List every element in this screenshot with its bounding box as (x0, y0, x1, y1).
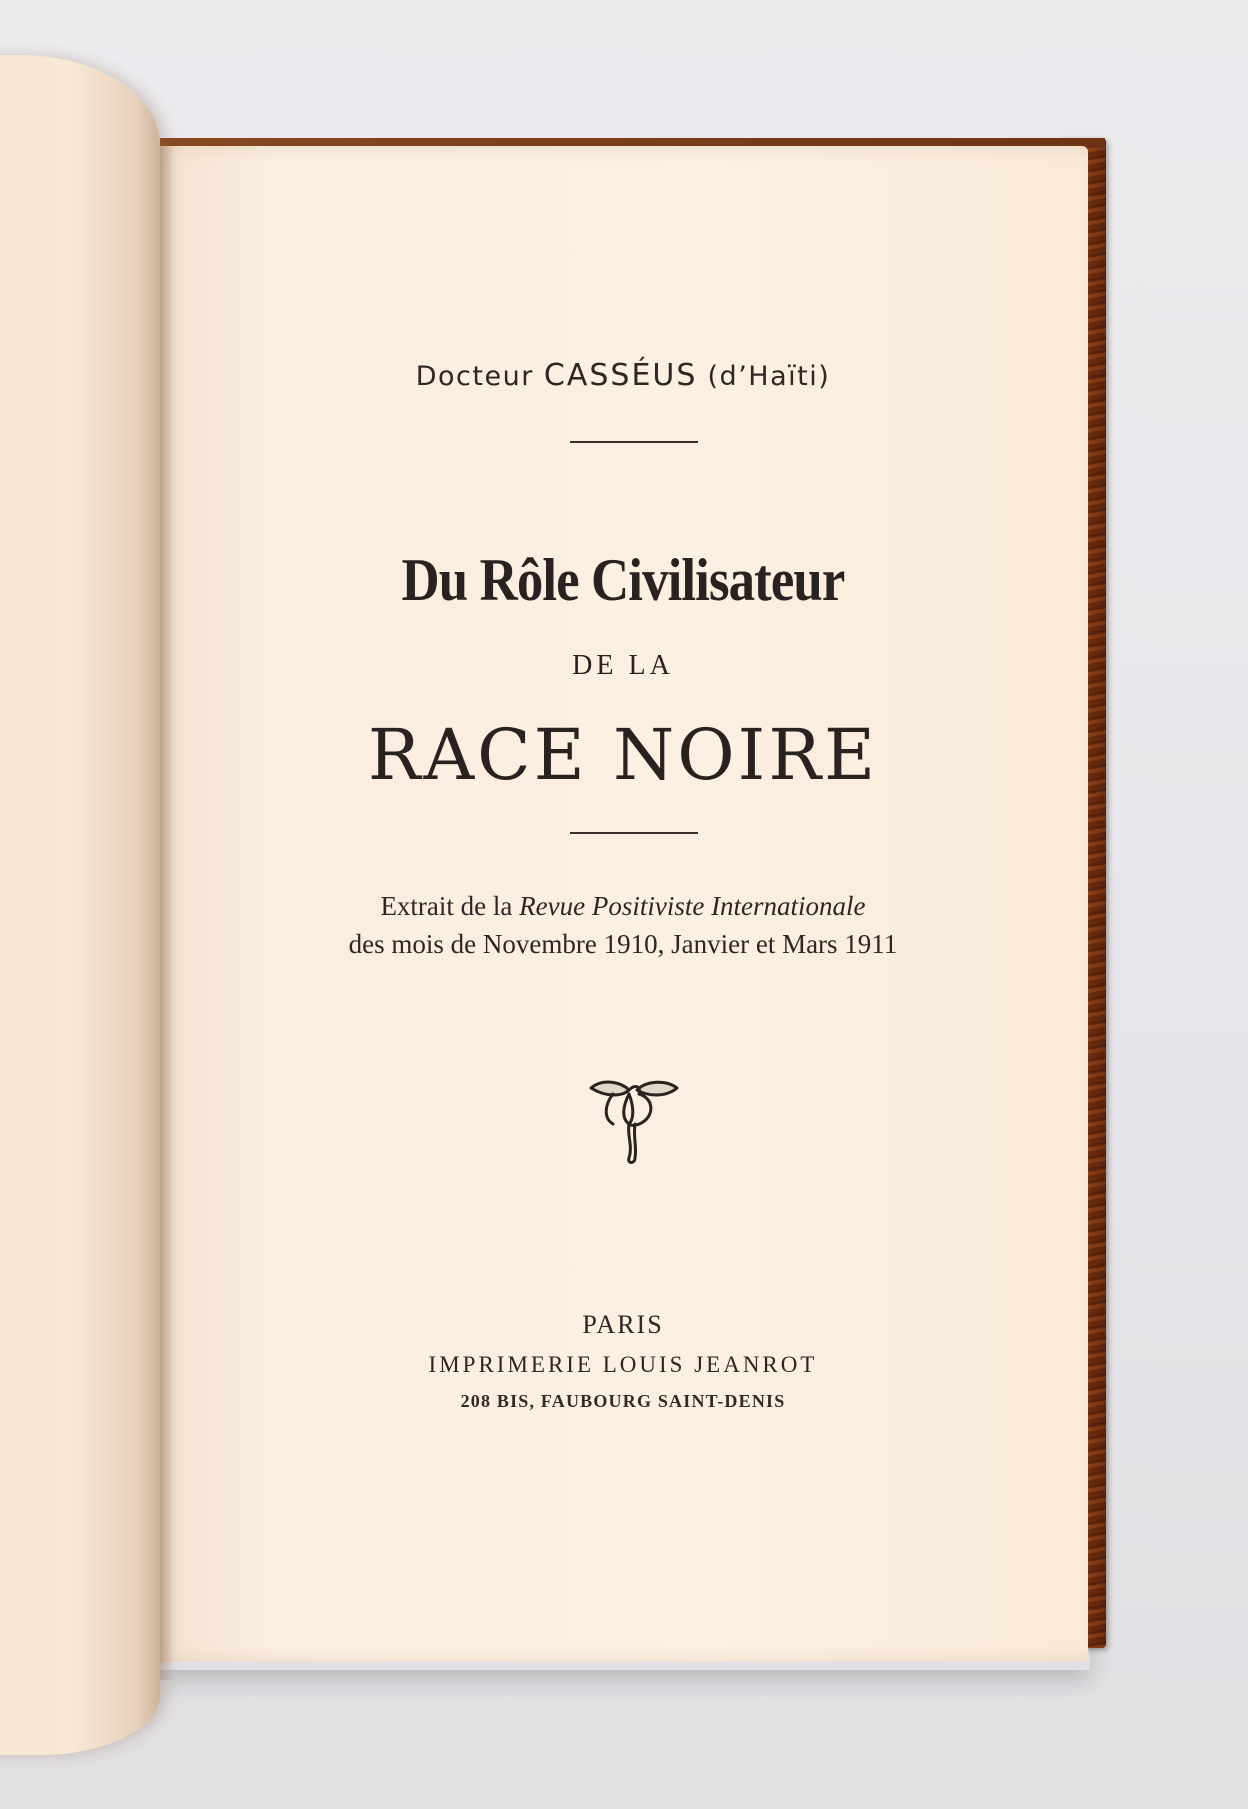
extract-line-1 (158, 891, 1088, 922)
title-line-2: DE LA (572, 650, 674, 681)
extract-line-2: des mois de Novembre 1910, Janvier et Mars 1911 (348, 929, 898, 959)
imprint-address: 208 BIS, FAUBOURG SAINT-DENIS (460, 1391, 786, 1411)
imprint-city: PARIS (582, 1310, 664, 1339)
extract-prefix: Extrait de la (380, 891, 513, 921)
facing-page (0, 55, 160, 1755)
author-origin: (d’Haïti) (707, 361, 831, 392)
floral-printer-mark-icon (583, 1074, 683, 1166)
title-line-1: Du Rôle Civilisateur (401, 547, 845, 613)
divider-rule-bottom (570, 832, 698, 834)
journal-name: Revue Positiviste Internationale (519, 891, 866, 921)
author-line (158, 358, 1088, 393)
title-line-3: RACE NOIRE (367, 714, 879, 796)
divider-rule-top (570, 441, 698, 443)
author-prefix: Docteur (415, 361, 534, 392)
imprint-printer: IMPRIMERIE LOUIS JEANROT (428, 1352, 818, 1377)
author-name: CASSÉUS (543, 358, 698, 393)
title-page-text (158, 146, 1088, 1662)
